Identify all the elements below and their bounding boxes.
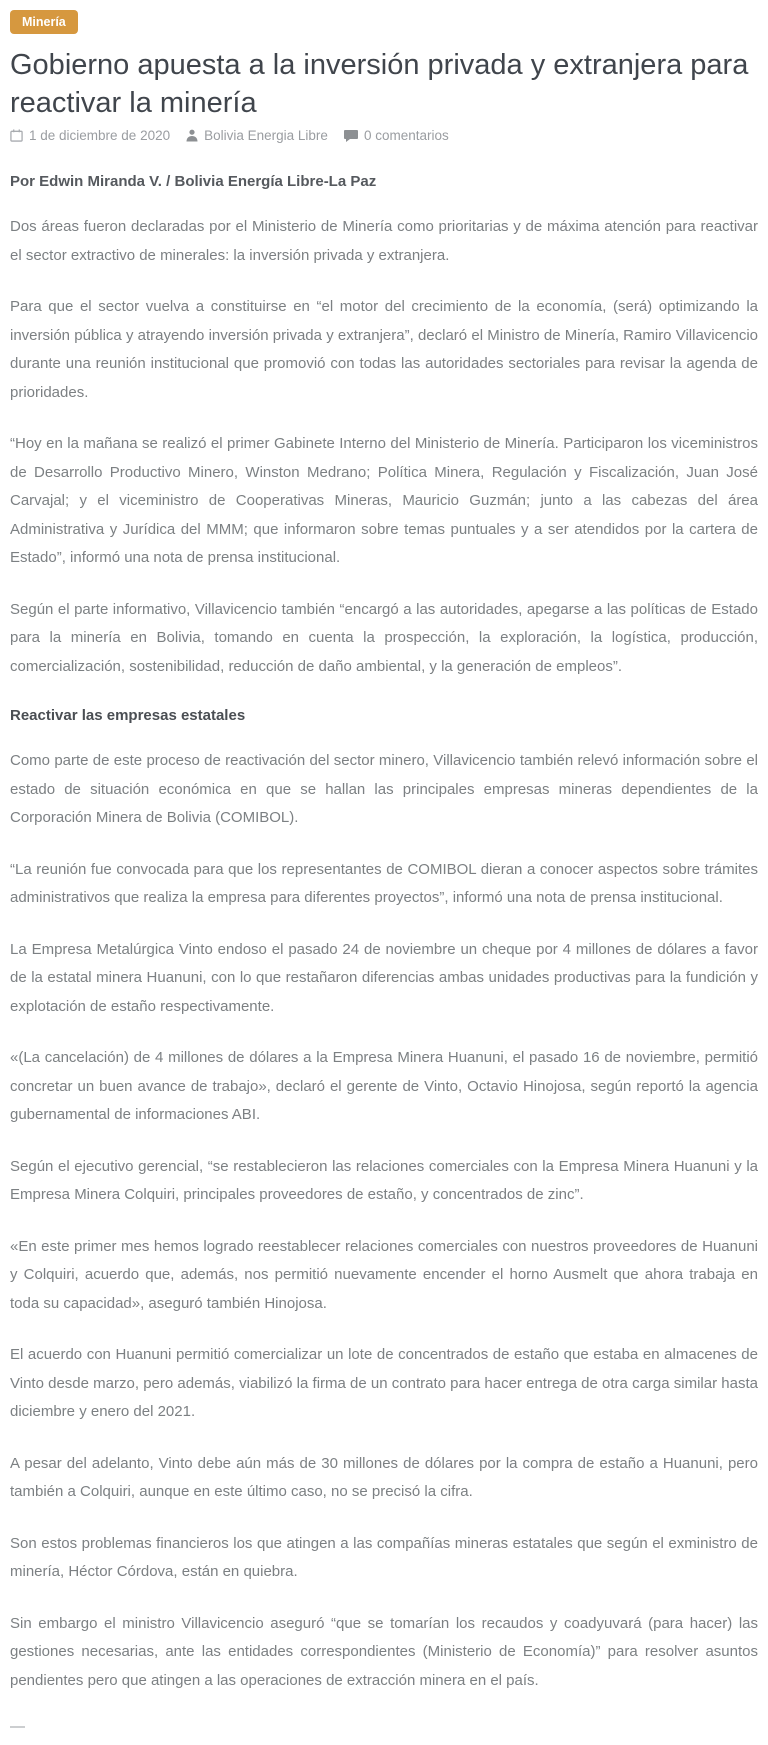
post-date-label: 1 de diciembre de 2020 — [29, 128, 171, 144]
article-paragraph: Según el parte informativo, Villavicencio también “encargó a las autoridades, apegarse a las políticas de Estado para la minería en Bolivia, tomando en cuenta la prospección, la exploración, la logística, producción, comercialización, sostenibilidad, reducción de daño ambiental, y la generación de empleos”. — [10, 600, 758, 675]
post-date — [10, 128, 170, 143]
article-byline: Por Edwin Miranda V. / Bolivia Energía Libre-La Paz — [10, 173, 377, 191]
article-paragraph: «(La cancelación) de 4 millones de dólares a la Empresa Minera Huanuni, el pasado 16 de noviembre, permitió concretar un buen avance de trabajo», declaró el gerente de Vinto, Octavio Hinojosa, según reportó la agencia gubernamental de informaciones ABI. — [10, 1049, 758, 1124]
article-paragraph: Según el ejecutivo gerencial, “se restablecieron las relaciones comerciales con la Empresa Minera Huanuni y la Empresa Minera Colquiri, principales proveedores de estaño, y concentrados de zinc”. — [10, 1157, 758, 1204]
post-meta — [10, 128, 758, 143]
comment-icon — [344, 129, 358, 142]
article-paragraph: Como parte de este proceso de reactivación del sector minero, Villavicencio también relevó información sobre el estado de situación económica en que se hallan las principales empresas mineras dependientes de la Corporación Minera de Bolivia (COMIBOL). — [10, 752, 758, 827]
article-paragraph: “Hoy en la mañana se realizó el primer Gabinete Interno del Ministerio de Minería. Participaron los viceministros de Desarrollo Productivo Minero, Winston Medrano; Política Minera, Regulación y Fiscalización, Juan José Carvajal; y el viceministro de Cooperativas Mineras, Mauricio Guzmán; junto a las cabezas del área Administrativa y Jurídica del MMM; que informaron sobre temas puntuales y a ser atendidos por la cartera de Estado”, informó una nota de prensa institucional. — [10, 435, 758, 567]
calendar-icon — [10, 129, 23, 142]
article-body — [10, 173, 758, 1735]
user-icon — [186, 129, 198, 142]
page-title: Gobierno apuesta a la inversión privada y extranjera para reactivar la minería — [10, 48, 749, 119]
post-comments[interactable] — [344, 128, 449, 143]
article-paragraph: El acuerdo con Huanuni permitió comercializar un lote de concentrados de estaño que estaba en almacenes de Vinto desde marzo, pero además, viabilizó la firma de un contrato para hacer entrega de otra carga similar hasta diciembre y enero del 2021. — [10, 1346, 758, 1421]
article-paragraph: Dos áreas fueron declaradas por el Ministerio de Minería como prioritarias y de máxima atención para reactivar el sector extractivo de minerales: la inversión privada y extranjera. — [10, 218, 758, 264]
post-comments-label: 0 comentarios — [363, 128, 449, 144]
post-author-label: Bolivia Energia Libre — [204, 128, 328, 144]
article-paragraph: La Empresa Metalúrgica Vinto endoso el pasado 24 de noviembre un cheque por 4 millones de dólares a favor de la estatal minera Huanuni, con lo que restañaron diferencias ambas unidades productivas para la fundición y explotación de estaño respectivamente. — [10, 940, 758, 1015]
post-author[interactable] — [186, 128, 328, 143]
article-paragraph: Sin embargo el ministro Villavicencio aseguró “que se tomarían los recaudos y coadyuvará (para hacer) las gestiones necesarias, ante las entidades correspondientes (Ministerio de Economía)” para resolver asuntos pendientes pero que atingen a las operaciones de extracción minera en el país. — [10, 1614, 758, 1689]
trailing-dash: — — [10, 1718, 25, 1736]
article-paragraph: “La reunión fue convocada para que los representantes de COMIBOL dieran a conocer aspectos sobre trámites administrativos que realiza la empresa para diferentes proyectos”, informó una nota de prensa institucional. — [10, 860, 758, 907]
article-subheading: Reactivar las empresas estatales — [10, 707, 246, 725]
article-paragraph: «En este primer mes hemos logrado reestablecer relaciones comerciales con nuestros proveedores de Huanuni y Colquiri, acuerdo que, además, nos permitió nuevamente encender el horno Ausmelt que ahora trabaja en toda su capacidad», aseguró también Hinojosa. — [10, 1237, 758, 1312]
article-paragraph: Son estos problemas financieros los que atingen a las compañías mineras estatales que según el exministro de minería, Héctor Córdova, están en quiebra. — [10, 1534, 758, 1581]
category-badge-mineria[interactable]: Minería — [10, 10, 78, 34]
article-paragraph: Para que el sector vuelva a constituirse en “el motor del crecimiento de la economía, (será) optimizando la inversión pública y atrayendo inversión privada y extranjera”, declaró el Ministro de Minería, Ramiro Villavicencio durante una reunión institucional que promovió con todas las autoridades sectoriales para revisar la agenda de prioridades. — [10, 298, 758, 401]
article-paragraph: A pesar del adelanto, Vinto debe aún más de 30 millones de dólares por la compra de estaño a Huanuni, pero también a Colquiri, aunque en este último caso, no se precisó la cifra. — [10, 1454, 758, 1501]
